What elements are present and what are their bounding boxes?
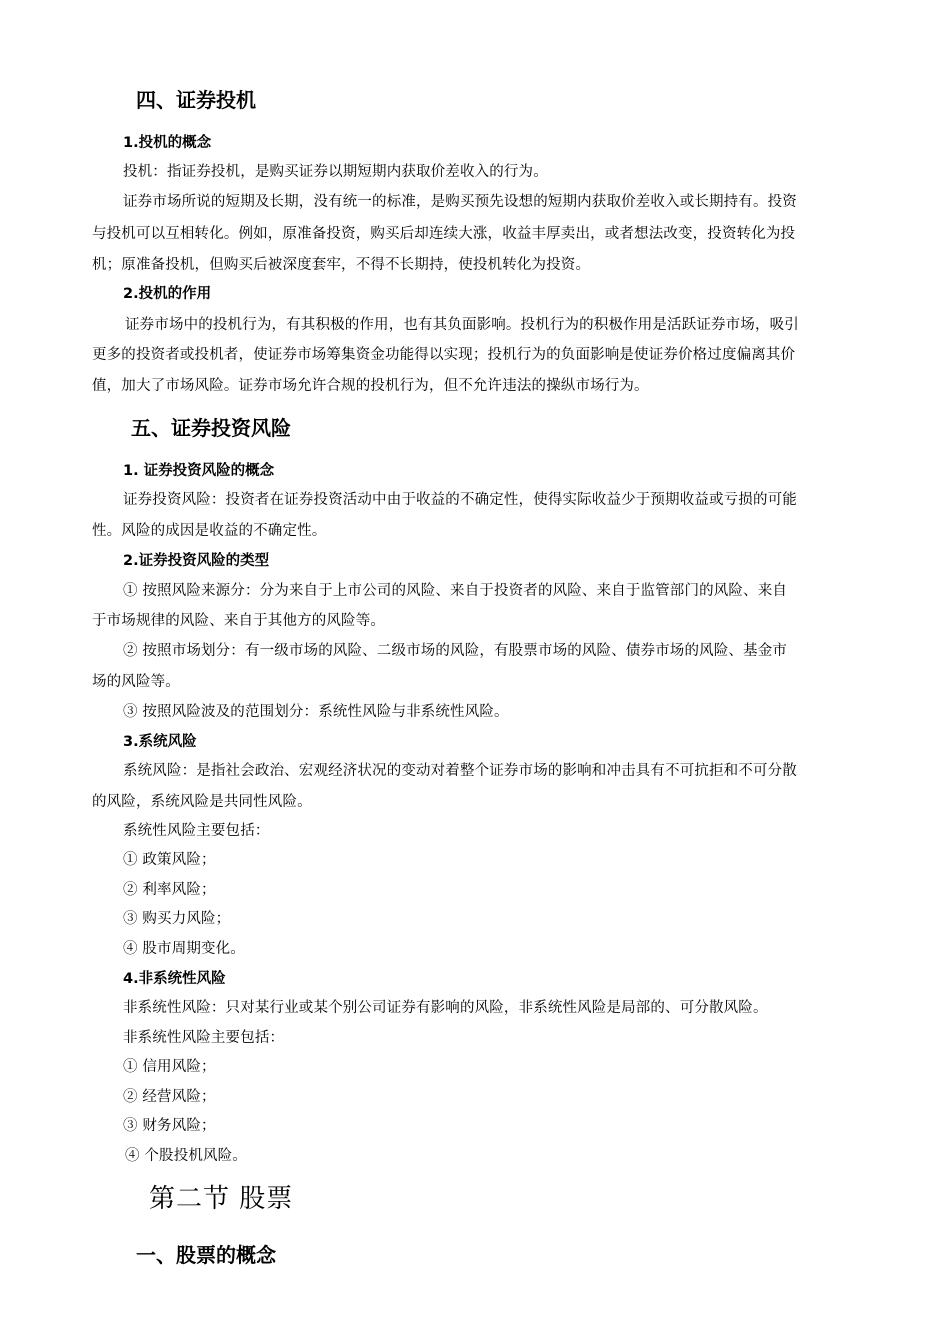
paragraph-line: 性。风险的成因是收益的不确定性。	[92, 523, 327, 539]
paragraph-line: 与投机可以互相转化。例如，原准备投资，购买后却连续大涨，收益丰厚卖出，或者想法改变，投资转化为投	[92, 226, 796, 242]
paragraph-line: 非系统性风险主要包括：	[123, 1030, 285, 1046]
subheading-systematic-risk: 3.系统风险	[123, 734, 197, 750]
paragraph-line: 证券市场所说的短期及长期，没有统一的标准，是购买预先设想的短期内获取价差收入或长期持有。投资	[123, 194, 797, 210]
list-item: ② 按照市场划分：有一级市场的风险、二级市场的风险，有股票市场的风险、债券市场的风险、基金市	[123, 643, 788, 659]
paragraph-line: 系统性风险主要包括：	[123, 823, 270, 839]
paragraph-line: 机；原准备投机，但购买后被深度套牢，不得不长期持，使投机转化为投资。	[92, 257, 591, 273]
subheading-unsystematic-risk: 4.非系统性风险	[123, 971, 226, 987]
paragraph-line: 于市场规律的风险、来自于其他方的风险等。	[92, 613, 385, 629]
paragraph-line: 证券市场中的投机行为，有其积极的作用，也有其负面影响。投机行为的积极作用是活跃证券市场，吸引	[125, 317, 799, 333]
list-item: ③ 购买力风险；	[123, 911, 231, 927]
chapter-title-stocks: 第二节 股票	[149, 1184, 294, 1214]
list-item: ① 信用风险；	[123, 1059, 216, 1075]
list-item: ③ 财务风险；	[123, 1118, 216, 1134]
paragraph-line: 投机：指证券投机，是购买证券以期短期内获取价差收入的行为。	[123, 164, 548, 180]
list-item: ④ 个股投机风险。	[125, 1148, 247, 1164]
paragraph-line: 的风险，系统风险是共同性风险。	[92, 794, 312, 810]
section-title-speculation: 四、证券投机	[136, 88, 256, 112]
list-item: ② 利率风险；	[123, 882, 216, 898]
subheading-speculation-role: 2.投机的作用	[123, 286, 212, 302]
paragraph-line: 非系统性风险：只对某行业或某个别公司证券有影响的风险，非系统性风险是局部的、可分散风险。	[123, 1000, 768, 1016]
list-item: ④ 股市周期变化。	[123, 941, 245, 957]
paragraph-line: 系统风险：是指社会政治、宏观经济状况的变动对着整个证券市场的影响和冲击具有不可抗拒和不可分散	[123, 763, 797, 779]
paragraph-line: 更多的投资者或投机者，使证券市场筹集资金功能得以实现；投机行为的负面影响是使证券价格过度偏离其价	[92, 347, 796, 363]
list-item: ③ 按照风险波及的范围划分：系统性风险与非系统性风险。	[123, 704, 509, 720]
list-item: ① 政策风险；	[123, 852, 216, 868]
paragraph-line: 证券投资风险：投资者在证券投资活动中由于收益的不确定性，使得实际收益少于预期收益或亏损的可能	[123, 492, 797, 508]
list-item: ② 经营风险；	[123, 1089, 216, 1105]
subheading-speculation-concept: 1.投机的概念	[123, 135, 212, 151]
subheading-risk-concept: 1. 证券投资风险的概念	[123, 463, 275, 479]
section-title-stock-concept: 一、股票的概念	[136, 1243, 276, 1267]
subheading-risk-types: 2.证券投资风险的类型	[123, 553, 270, 569]
paragraph-line: 值，加大了市场风险。证券市场允许合规的投机行为，但不允许违法的操纵市场行为。	[92, 378, 649, 394]
section-title-investment-risk: 五、证券投资风险	[131, 416, 291, 440]
paragraph-line: 场的风险等。	[92, 674, 180, 690]
list-item: ① 按照风险来源分：分为来自于上市公司的风险、来自于投资者的风险、来自于监管部门的风险、来自	[123, 583, 788, 599]
